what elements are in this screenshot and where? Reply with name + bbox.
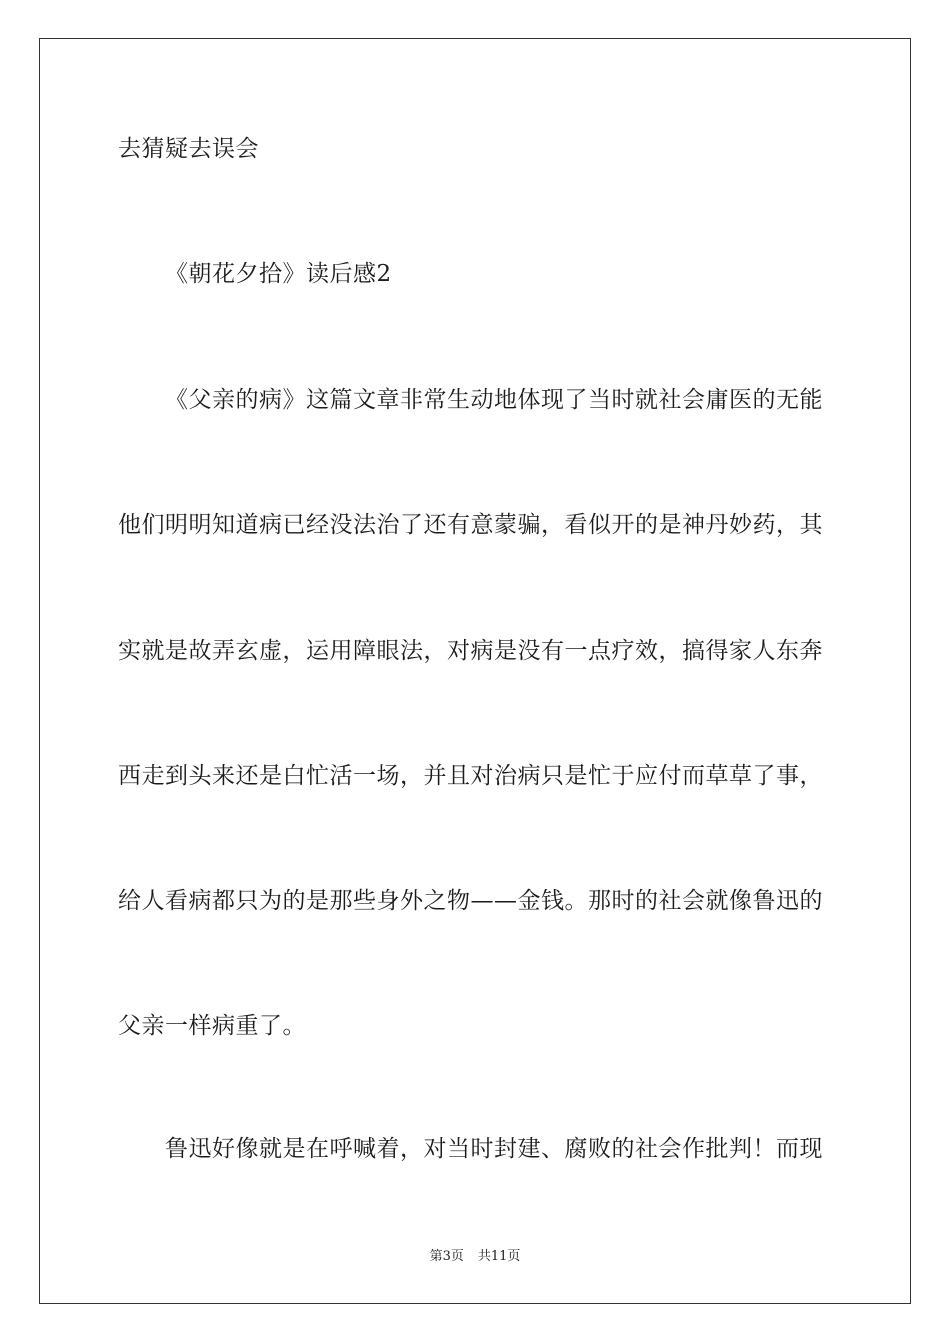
page-number: 第3页: [429, 1249, 464, 1264]
paragraph-line: 他们明明知道病已经没法治了还有意蒙骗，看似开的是神丹妙药，其: [118, 512, 823, 538]
paragraph-line: 《父亲的病》这篇文章非常生动地体现了当时就社会庸医的无能: [165, 387, 823, 413]
page-footer: [0, 1248, 950, 1266]
section-heading: 《朝花夕拾》读后感2: [165, 261, 392, 287]
text-line: 去猜疑去误会: [118, 136, 259, 162]
paragraph-line: 父亲一样病重了。: [118, 1013, 306, 1039]
paragraph-line: 实就是故弄玄虚，运用障眼法，对病是没有一点疗效，搞得家人东奔: [118, 638, 823, 664]
page-border: [39, 38, 911, 1304]
paragraph-line: 西走到头来还是白忙活一场，并且对治病只是忙于应付而草草了事，: [118, 763, 823, 789]
page-total: 共11页: [477, 1249, 521, 1264]
paragraph-line: 鲁迅好像就是在呼喊着，对当时封建、腐败的社会作批判！而现: [165, 1136, 823, 1162]
paragraph-line: 给人看病都只为的是那些身外之物——金钱。那时的社会就像鲁迅的: [118, 888, 823, 914]
